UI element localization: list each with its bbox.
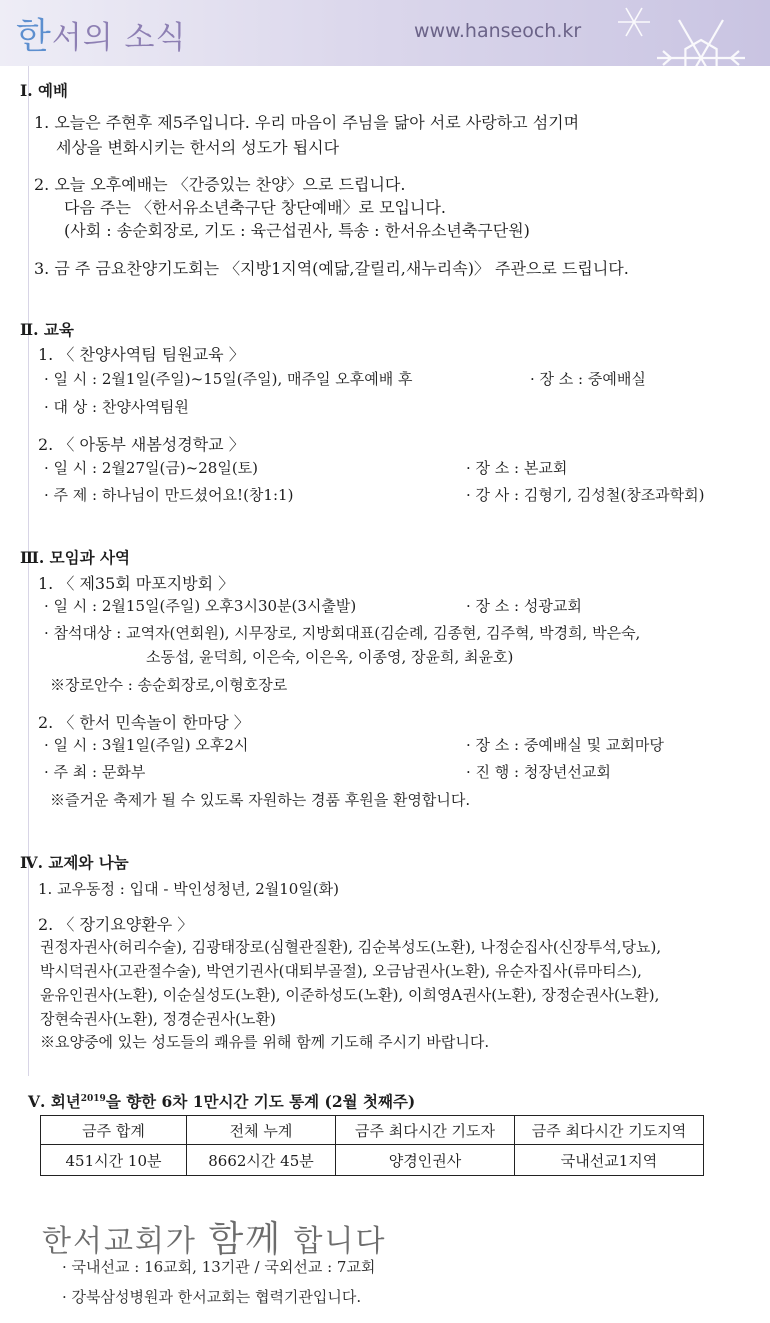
s4-patients-note: ※요양중에 있는 성도들의 쾌유를 위해 함께 기도해 주시기 바랍니다. bbox=[40, 1033, 490, 1051]
s2-edu1-place: · 장 소 : 중예배실 bbox=[530, 370, 646, 388]
s3-meet1-place: · 장 소 : 성광교회 bbox=[466, 597, 582, 615]
footer-title: 한서교회가 함께 합니다 bbox=[42, 1219, 387, 1260]
prayer-stats-table bbox=[40, 1115, 704, 1176]
left-rule bbox=[28, 66, 29, 1076]
s2-edu1-title: 1. 〈 찬양사역팀 팀원교육 〉 bbox=[38, 345, 245, 364]
s2-edu1-target: · 대 상 : 찬양사역팀원 bbox=[44, 398, 189, 416]
s1-item2-line2: 다음 주는 〈한서유소년축구단 창단예배〉로 모입니다. bbox=[64, 198, 447, 217]
table-row bbox=[41, 1145, 704, 1176]
s1-item1-line2: 세상을 변화시키는 한서의 성도가 됩시다 bbox=[56, 138, 340, 157]
s3-meet1-ordination: ※장로안수 : 송순회장로,이형호장로 bbox=[50, 676, 288, 694]
snowflake-icon bbox=[606, 0, 770, 110]
col-top-region: 금주 최다시간 기도지역 bbox=[515, 1116, 704, 1145]
cell-week-total: 451시간 10분 bbox=[41, 1145, 187, 1176]
s4-patients-line3: 윤유인권사(노환), 이순실성도(노환), 이준하성도(노환), 이희영A권사(노환), 장정순권사(노환), bbox=[40, 986, 660, 1004]
s2-edu2-theme: · 주 제 : 하나님이 만드셨어요!(창1:1) bbox=[44, 486, 294, 504]
cell-top-region: 국내선교1지역 bbox=[515, 1145, 704, 1176]
col-week-total: 금주 합계 bbox=[41, 1116, 187, 1145]
s3-meet1-date: · 일 시 : 2월15일(주일) 오후3시30분(3시출발) bbox=[44, 597, 357, 615]
s3-meet1-attendees-line1: · 참석대상 : 교역자(연회원), 시무장로, 지방회대표(김순례, 김종현, 김주혁, 박경희, 박은숙, bbox=[44, 624, 641, 642]
s3-meet2-note: ※즐거운 축제가 될 수 있도록 자원하는 경품 후원을 환영합니다. bbox=[50, 791, 471, 809]
col-top-person: 금주 최다시간 기도자 bbox=[336, 1116, 515, 1145]
section-4-heading: Ⅳ. 교제와 나눔 bbox=[20, 853, 129, 872]
footer-line1: · 국내선교 : 16교회, 13기관 / 국외선교 : 7교회 bbox=[62, 1258, 376, 1276]
s2-edu1-date: · 일 시 : 2월1일(주일)~15일(주일), 매주일 오후예배 후 bbox=[44, 370, 413, 388]
table-header-row bbox=[41, 1116, 704, 1145]
s1-item3: 3. 금 주 금요찬양기도회는 〈지방1지역(예닮,갈릴리,새누리속)〉 주관으로 드립니다. bbox=[34, 259, 629, 278]
s3-meet1-attendees-line2: 소동섭, 윤덕희, 이은숙, 이은옥, 이종영, 장윤희, 최윤호) bbox=[146, 648, 514, 666]
s4-patients-line2: 박시덕권사(고관절수술), 박연기권사(대퇴부골절), 오금남권사(노환), 유순자집사(류마티스), bbox=[40, 962, 642, 980]
s2-edu2-title: 2. 〈 아동부 새봄성경학교 〉 bbox=[38, 435, 245, 454]
col-cumulative: 전체 누계 bbox=[187, 1116, 336, 1145]
cell-top-person: 양경인권사 bbox=[336, 1145, 515, 1176]
s2-edu2-date: · 일 시 : 2월27일(금)~28일(토) bbox=[44, 459, 259, 477]
s3-meet2-place: · 장 소 : 중예배실 및 교회마당 bbox=[466, 736, 664, 754]
s4-patients-line4: 장현숙권사(노환), 정경순권사(노환) bbox=[40, 1010, 276, 1028]
footer-line2: · 강북삼성병원과 한서교회는 협력기관입니다. bbox=[62, 1288, 362, 1306]
s3-meet2-host: · 주 최 : 문화부 bbox=[44, 763, 146, 781]
header-title: 한서의 소식 bbox=[16, 16, 187, 57]
s4-patients-title: 2. 〈 장기요양환우 〉 bbox=[38, 915, 194, 934]
s1-item2-line1: 2. 오늘 오후예배는 〈간증있는 찬양〉으로 드립니다. bbox=[34, 175, 406, 194]
s3-meet2-progress: · 진 행 : 청장년선교회 bbox=[466, 763, 611, 781]
section-2-heading: Ⅱ. 교육 bbox=[20, 320, 74, 339]
s2-edu2-speaker: · 강 사 : 김형기, 김성철(창조과학회) bbox=[466, 486, 705, 504]
section-1-heading: Ⅰ. 예배 bbox=[20, 81, 68, 100]
s3-meet2-date: · 일 시 : 3월1일(주일) 오후2시 bbox=[44, 736, 249, 754]
header-url: www.hanseoch.kr bbox=[414, 20, 582, 42]
s3-meet1-title: 1. 〈 제35회 마포지방회 〉 bbox=[38, 574, 235, 593]
s4-news: 1. 교우동정 : 입대 - 박인성청년, 2월10일(화) bbox=[38, 880, 340, 898]
s4-patients-line1: 권정자권사(허리수술), 김광태장로(심혈관질환), 김순복성도(노환), 나정순집사(신장투석,당뇨), bbox=[40, 938, 662, 956]
section-3-heading: Ⅲ. 모임과 사역 bbox=[20, 548, 130, 567]
s1-item2-line3: (사회 : 송순회장로, 기도 : 육근섭권사, 특송 : 한서유소년축구단원) bbox=[64, 221, 530, 240]
s1-item1-line1: 1. 오늘은 주현후 제5주입니다. 우리 마음이 주님을 닮아 서로 사랑하고 섬기며 bbox=[34, 113, 580, 132]
s2-edu2-place: · 장 소 : 본교회 bbox=[466, 459, 568, 477]
section-5-heading: Ⅴ. 회년$^{2019}$을 향한 6차 1만시간 기도 통계 (2월 첫째주) bbox=[28, 1092, 416, 1111]
s3-meet2-title: 2. 〈 한서 민속놀이 한마당 〉 bbox=[38, 713, 250, 732]
cell-cumulative: 8662시간 45분 bbox=[187, 1145, 336, 1176]
